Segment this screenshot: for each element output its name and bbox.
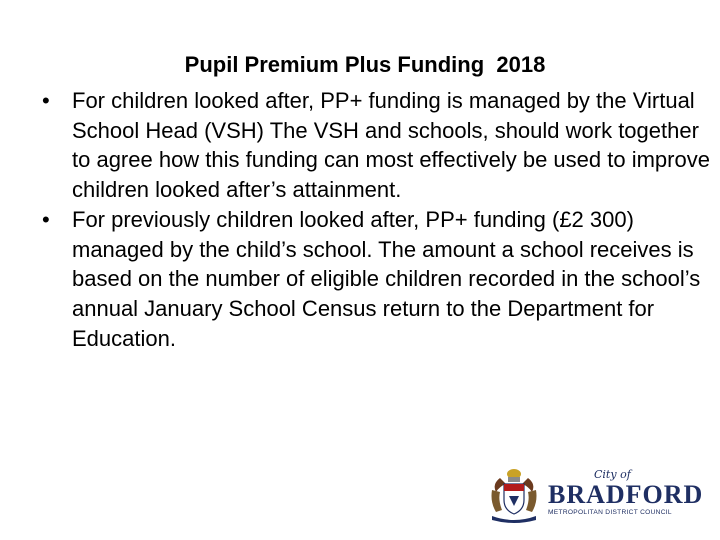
- bradford-council-logo: [486, 466, 706, 526]
- logo-name: BRADFORD: [548, 480, 704, 509]
- bullet-item: [42, 86, 710, 205]
- bullet-icon: •: [42, 88, 50, 113]
- bullet-item: [42, 205, 710, 354]
- bullet-text: For children looked after, PP+ funding is managed by the Virtual School Head (VSH) The VSH and schools, should work together to agree how this funding can most effectively be used to improve children looked after’s attainment.: [72, 88, 710, 203]
- logo-council: METROPOLITAN DISTRICT COUNCIL: [548, 509, 672, 516]
- bullet-list: [42, 86, 710, 353]
- bullet-text: For previously children looked after, PP+ funding (£2 300) managed by the child’s school. The amount a school receives is based on the number of eligible children recorded in the school’s annual January School Census return to the Department for Education.: [72, 206, 701, 351]
- coat-of-arms-icon: [486, 466, 542, 524]
- bullet-icon: •: [42, 206, 50, 232]
- logo-city-of: City of: [594, 468, 631, 481]
- slide-title: Pupil Premium Plus Funding 2018: [184, 52, 546, 77]
